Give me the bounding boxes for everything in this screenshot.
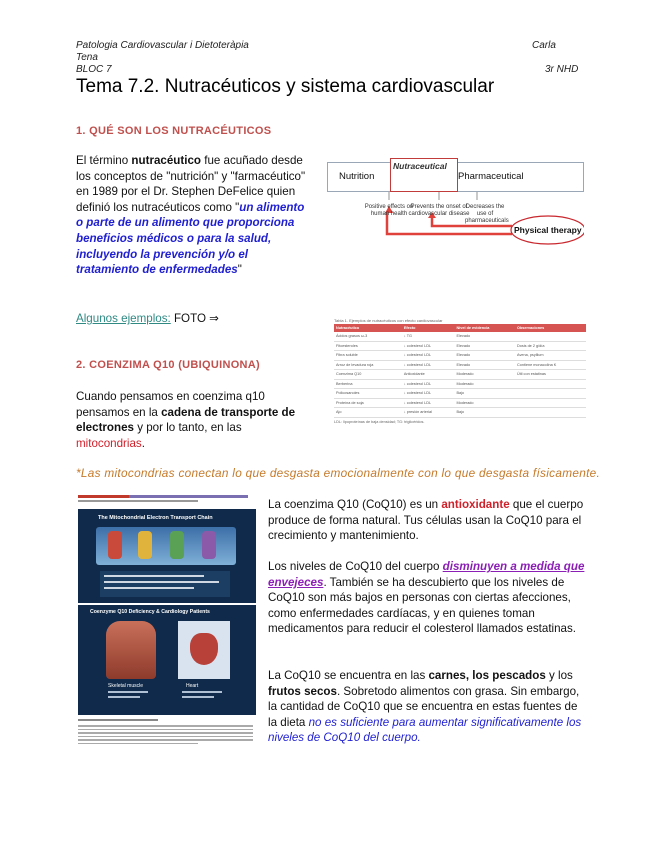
page-title: Tema 7.2. Nutracéuticos y sistema cardiovascular xyxy=(76,76,495,97)
header-block: BLOC 7 xyxy=(76,64,112,75)
s2-end: . xyxy=(141,436,145,450)
q10-nuts: frutos secos xyxy=(268,684,337,698)
table-cell: ↓ colesterol LDL xyxy=(402,351,455,361)
table-cell: ↓ colesterol LDL xyxy=(402,360,455,370)
mitochondria-quote: *Las mitocondrias conectan lo que desgasta emocionalmente con lo que desgasta físicamente. xyxy=(76,466,601,480)
table-cell: Elevado xyxy=(454,332,515,341)
table-cell: Antioxidante xyxy=(402,370,455,380)
section1-heading: 1. QUÉ SON LOS NUTRACÉUTICOS xyxy=(76,125,272,137)
table-cell: Bajo xyxy=(454,389,515,399)
figure-panel-etc xyxy=(78,509,256,603)
s1-end: " xyxy=(237,263,242,277)
table-caption: Tabla 1. Ejemplos de nutracéuticos con efecto cardiovascular xyxy=(334,318,443,323)
header-left xyxy=(76,40,249,76)
figure-panel2-title: Coenzyme Q10 Deficiency & Cardiology Patients xyxy=(90,609,210,615)
table-cell xyxy=(515,408,586,418)
diagram-nutraceutical: Nutraceutical xyxy=(393,161,447,171)
q10-p3-a: La CoQ10 se encuentra en las xyxy=(268,669,429,682)
figure-panel-heart xyxy=(78,605,256,715)
s2-mito: mitocondrias xyxy=(76,436,142,450)
table-row xyxy=(334,408,586,418)
table-cell: ↓ TG xyxy=(402,332,455,341)
s1-term: nutracéutico xyxy=(131,154,201,167)
s1-quote: un alimento o parte de un alimento que proporciona beneficios médicos o para la salud, incluyendo la prevención y/o el tratamiento de enfermedades xyxy=(76,200,305,277)
s1-text-c: fue acuñado desde los conceptos de "nutrición" y "farmacéutico" en 1989 por el Dr. Stephen DeFelice quien definió los nutracéuticos como " xyxy=(76,154,306,214)
q10-not-enough: no es suficiente para aumentar significativamente los niveles de CoQ10 del cuerpo. xyxy=(268,715,582,745)
table-header-cell: Efecto xyxy=(402,324,455,332)
table-header-cell: Nivel de evidencia xyxy=(454,324,515,332)
table-body xyxy=(334,332,586,417)
table-header-cell: Observaciones xyxy=(515,324,586,332)
q10-p3-c: y los xyxy=(545,669,573,682)
diagram-physical: Physical therapy xyxy=(514,225,582,235)
table-cell: ↓ colesterol LDL xyxy=(402,389,455,399)
table-header-cell: Nutracéutico xyxy=(334,324,402,332)
table-cell: Policosanoles xyxy=(334,389,402,399)
table-cell: Contiene monacolina K xyxy=(515,360,586,370)
q10-p3-e: . Sobretodo alimentos con grasa. Sin embargo, la cantidad de CoQ10 que se encuentra en estas fuentes de la dieta xyxy=(268,684,580,729)
table-footnote: LDL: lipoproteínas de baja densidad; TG: triglicéridos. xyxy=(334,419,425,424)
header-right-author: Carla xyxy=(532,40,556,51)
q10-p2-a: Los niveles de CoQ10 del cuerpo xyxy=(268,560,443,573)
nutraceutical-table xyxy=(334,318,586,424)
table-row xyxy=(334,360,586,370)
figure-label-heart: Heart xyxy=(186,683,199,689)
figure-panel1-title: The Mitochondrial Electron Transport Chain xyxy=(98,515,213,521)
table-row xyxy=(334,398,586,408)
table-cell: Ajo xyxy=(334,408,402,418)
table-row xyxy=(334,370,586,380)
table-cell xyxy=(515,332,586,341)
table-cell xyxy=(515,398,586,408)
figure-label-muscle: Skeletal muscle xyxy=(108,683,144,689)
table-cell: Elevado xyxy=(454,341,515,351)
q10-antioxidant: antioxidante xyxy=(441,498,510,511)
table-cell: Elevado xyxy=(454,360,515,370)
figure-caption xyxy=(78,719,256,744)
table-row xyxy=(334,332,586,341)
table-cell: Proteína de soja xyxy=(334,398,402,408)
table-cell: Bajo xyxy=(454,408,515,418)
figure-heart-image xyxy=(178,621,230,679)
table-cell xyxy=(515,379,586,389)
examples-link[interactable]: Algunos ejemplos: xyxy=(76,312,171,325)
header-name: Tena xyxy=(76,52,98,63)
coq10-figure xyxy=(78,493,256,751)
diagram-note-2: Prevents the onset of cardiovascular disease xyxy=(408,204,470,217)
table-cell: Coenzima Q10 xyxy=(334,370,402,380)
s2-text-a: Cuando pensamos en coenzima q10 pensamos en la xyxy=(76,390,265,419)
section2-heading: 2. COENZIMA Q10 (UBIQUINONA) xyxy=(76,359,261,371)
examples-line xyxy=(76,311,219,327)
figure-muscle-image xyxy=(106,621,156,679)
examples-rest: FOTO ⇒ xyxy=(170,312,219,325)
table-cell: ↓ colesterol LDL xyxy=(402,379,455,389)
table-header-row xyxy=(334,324,586,332)
table-cell xyxy=(515,389,586,399)
table-row xyxy=(334,351,586,361)
table-cell: Elevado xyxy=(454,351,515,361)
section1-paragraph xyxy=(76,153,312,278)
diagram-note-3: Decreases the use of pharmaceuticals xyxy=(465,204,509,224)
table-row xyxy=(334,379,586,389)
table-cell: ↓ presión arterial xyxy=(402,408,455,418)
diagram-nutrition: Nutrition xyxy=(339,171,375,182)
q10-p2-c: . También se ha descubierto que los niveles de CoQ10 son más bajos en personas con ciertas afecciones, como enfermedades cardíacas, y en quienes toman medicamentos para reducir el colesterol llamados estatinas. xyxy=(268,575,577,636)
q10-meats: carnes, los pescados xyxy=(428,669,546,682)
table-grid xyxy=(334,324,586,418)
table-row xyxy=(334,389,586,399)
nutraceutical-diagram xyxy=(327,158,584,254)
table-cell: Arroz de levadura roja xyxy=(334,360,402,370)
q10-paragraph-3 xyxy=(268,668,586,746)
table-cell: ↓ colesterol LDL xyxy=(402,341,455,351)
diagram-pharmaceutical: Pharmaceutical xyxy=(458,171,524,182)
table-cell: Moderado xyxy=(454,398,515,408)
q10-paragraph-1 xyxy=(268,497,586,544)
table-cell: Dosis de 2 g/día xyxy=(515,341,586,351)
header-right-course: 3r NHD xyxy=(545,64,579,75)
table-cell: Útil con estatinas xyxy=(515,370,586,380)
q10-p1-a: La coenzima Q10 (CoQ10) es un xyxy=(268,498,442,511)
q10-p1-c: que el cuerpo produce de forma natural. Tus células usan la CoQ10 para el crecimiento y mantenimiento. xyxy=(268,498,584,543)
s2-text-c: y por lo tanto, en las xyxy=(134,421,242,435)
table-cell: ↓ colesterol LDL xyxy=(402,398,455,408)
s1-text-a: El término xyxy=(76,154,132,167)
s2-bold: cadena de transporte de electrones xyxy=(76,405,296,435)
table-cell: Moderado xyxy=(454,379,515,389)
table-cell: Fitoesteroles xyxy=(334,341,402,351)
table-cell: Fibra soluble xyxy=(334,351,402,361)
table-cell: Moderado xyxy=(454,370,515,380)
table-row xyxy=(334,341,586,351)
header-course: Patologia Cardiovascular i Dietoteràpia xyxy=(76,40,249,51)
table-cell: Ácidos grasos ω-3 xyxy=(334,332,402,341)
q10-paragraph-2 xyxy=(268,559,586,637)
diagram-note-1: Positive effects on human health xyxy=(364,204,414,217)
section2-paragraph xyxy=(76,389,312,451)
q10-decrease: disminuyen a medida que envejeces xyxy=(268,560,585,589)
table-cell: Avena, psyllium xyxy=(515,351,586,361)
table-cell: Berberina xyxy=(334,379,402,389)
